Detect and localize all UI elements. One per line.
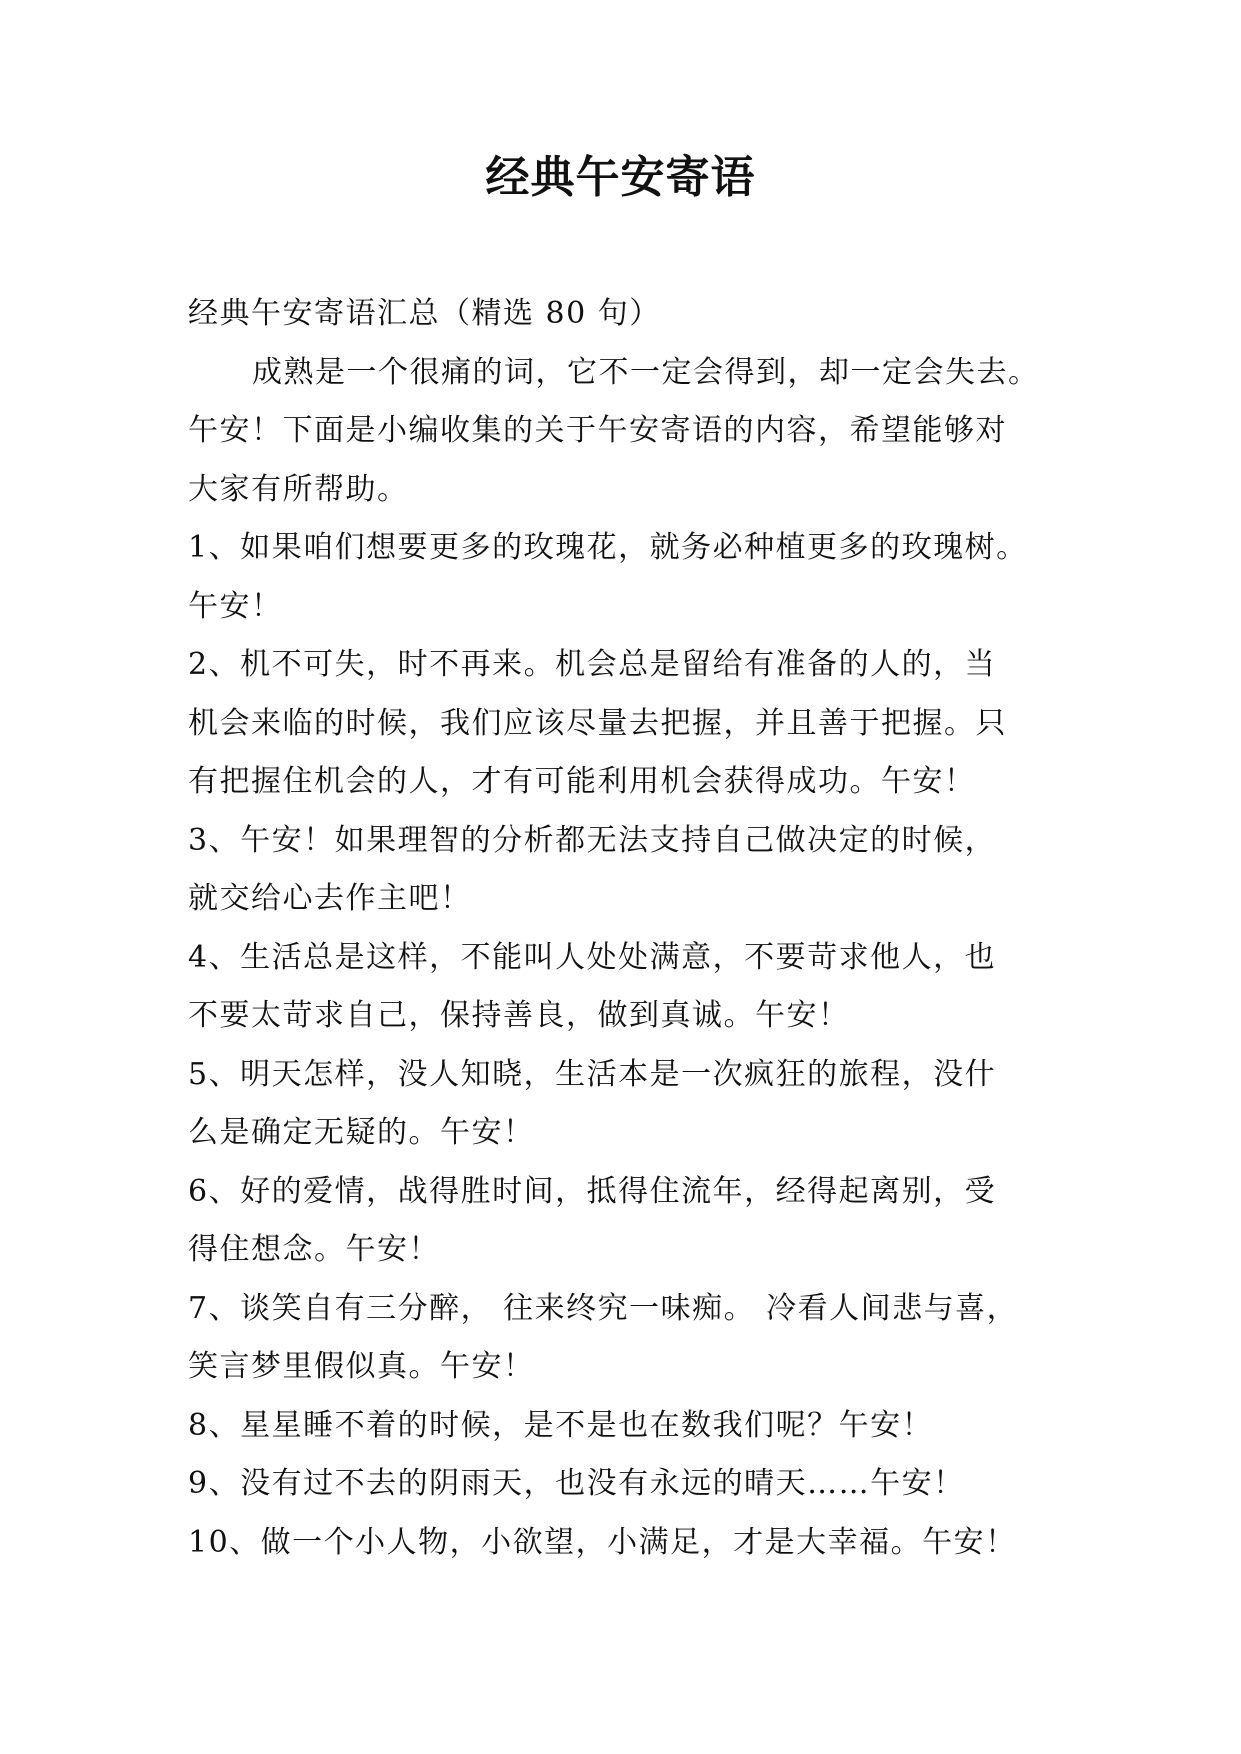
text-line: 机会来临的时候，我们应该尽量去把握，并且善于把握。只 (188, 705, 1007, 741)
text-line: 2、机不可失，时不再来。机会总是留给有准备的人的，当 (188, 647, 997, 682)
text-line: 8、星星睡不着的时候，是不是也在数我们呢？午安！ (188, 1407, 934, 1443)
text-line: 有把握住机会的人，才有可能利用机会获得成功。午安！ (188, 764, 976, 799)
text-line: 不要太苛求自己，保持善良，做到真诚。午安！ (188, 998, 850, 1033)
text-line: 10、做一个小人物，小欲望，小满足，才是大幸福。午安！ (188, 1524, 1017, 1560)
document-title: 经典午安寄语 (485, 152, 756, 203)
text-line: 9、没有过不去的阴雨天，也没有永远的晴天……午安！ (188, 1466, 965, 1501)
text-line: 1、如果咱们想要更多的玫瑰花，就务必种植更多的玫瑰树。 (188, 530, 1028, 565)
text-line: 6、好的爱情，战得胜时间，抵得住流年，经得起离别，受 (188, 1173, 997, 1209)
text-line: 3、午安！如果理智的分析都无法支持自己做决定的时候， (188, 822, 997, 858)
text-line: 笑言梦里假似真。午安！ (188, 1349, 535, 1384)
document-body (188, 285, 1068, 1572)
text-line: 就交给心去作主吧！ (188, 881, 472, 916)
text-line: 4、生活总是这样，不能叫人处处满意，不要苛求他人，也 (188, 939, 997, 975)
text-line: 午安！下面是小编收集的关于午安寄语的内容，希望能够对 (188, 413, 1007, 448)
text-line: 经典午安寄语汇总（精选 80 句） (188, 296, 661, 331)
text-line: 成熟是一个很痛的词，它不一定会得到，却一定会失去。 (252, 354, 1040, 390)
text-line: 得住想念。午安！ (188, 1232, 440, 1267)
text-line: 午安！ (188, 588, 283, 624)
text-line: 大家有所帮助。 (188, 471, 409, 507)
text-line: 5、明天怎样，没人知晓，生活本是一次疯狂的旅程，没什 (188, 1056, 997, 1092)
text-line: 么是确定无疑的。午安！ (188, 1115, 535, 1150)
text-line: 7、谈笑自有三分醉， 往来终究一味痴。 冷看人间悲与喜， (188, 1290, 1019, 1326)
